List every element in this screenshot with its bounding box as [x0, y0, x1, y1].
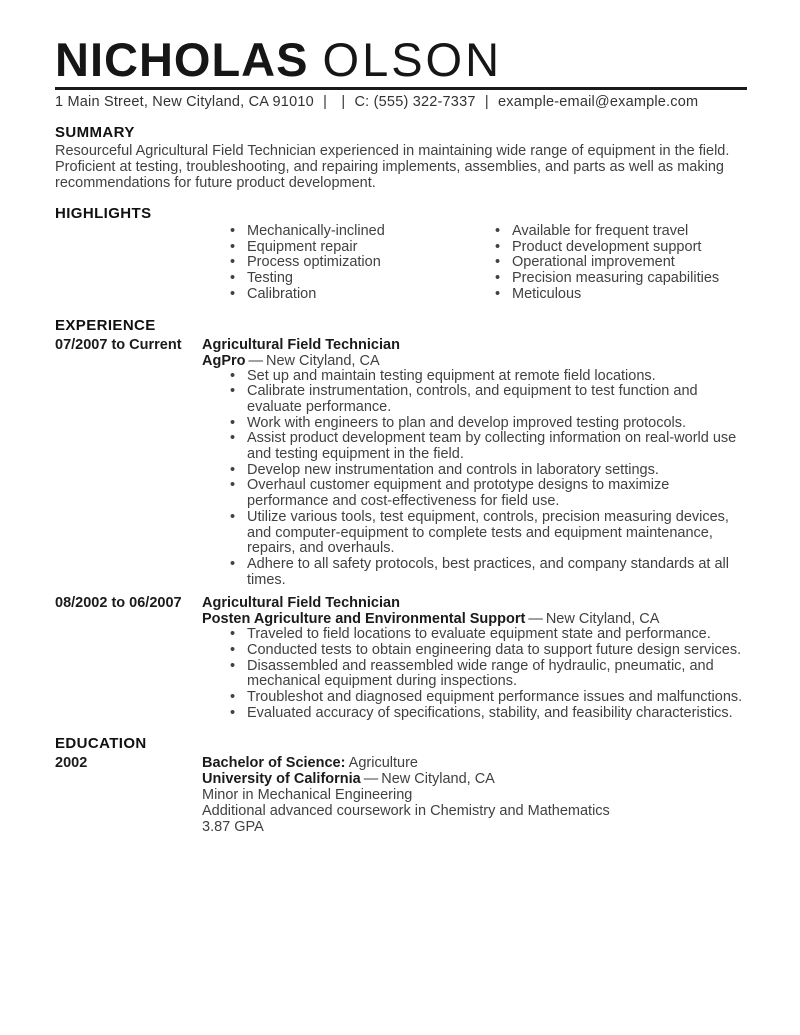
- job-bullet-list: [230, 627, 748, 721]
- first-name: NICHOLAS: [55, 33, 309, 86]
- summary-heading: SUMMARY: [55, 124, 135, 141]
- education-detail: 3.87 GPA: [202, 818, 264, 835]
- candidate-name: [55, 30, 748, 86]
- job-details: [202, 595, 748, 721]
- highlight-item: • Operational improvement: [495, 255, 748, 271]
- education-degree-line: [202, 755, 748, 771]
- job-bullet-list: [230, 369, 748, 589]
- header-divider: [55, 87, 747, 90]
- highlight-item: • Meticulous: [495, 287, 748, 303]
- job-bullet: • Set up and maintain testing equipment at remote field locations.: [230, 369, 748, 385]
- education-detail: Additional advanced coursework in Chemistry and Mathematics: [202, 802, 610, 819]
- highlights-heading: HIGHLIGHTS: [55, 205, 152, 222]
- highlight-item: • Precision measuring capabilities: [495, 271, 748, 287]
- job-bullet: • Traveled to field locations to evaluate equipment state and performance.: [230, 627, 748, 643]
- summary-text: Resourceful Agricultural Field Technician experienced in maintaining wide range of equipment in the field. Proficient at testing, troubleshooting, and repairing implements, assemblies, and parts as well as making recommendations for future product development.: [55, 143, 730, 191]
- job-company: Posten Agriculture and Environmental Support: [202, 611, 526, 628]
- experience-heading: EXPERIENCE: [55, 316, 156, 334]
- contact-line: [55, 94, 748, 110]
- contact-phone: C: (555) 322-7337: [354, 94, 476, 110]
- job-bullet: • Utilize various tools, test equipment, controls, precision measuring devices, and computer-equipment to complete tests and equipment maintenance, repairs, and overhauls.: [230, 510, 748, 557]
- job-bullet: • Assist product development team by collecting information on real-world use and testing equipment in the field.: [230, 431, 748, 462]
- job-bullet: • Develop new instrumentation and controls in laboratory settings.: [230, 463, 748, 479]
- dash-separator: —: [248, 352, 263, 369]
- job-title: Agricultural Field Technician: [202, 595, 400, 612]
- school-name: University of California: [202, 770, 361, 787]
- highlight-item: • Calibration: [230, 287, 467, 303]
- education-extra-lines: [202, 787, 748, 835]
- job-company-line: [202, 353, 748, 369]
- dash-separator: —: [363, 770, 379, 787]
- highlight-item: • Testing: [230, 271, 467, 287]
- job-bullet: • Adhere to all safety protocols, best practices, and company standards at all times.: [230, 557, 748, 588]
- education-year: 2002: [55, 754, 88, 771]
- education-heading: EDUCATION: [55, 734, 147, 752]
- job-title: Agricultural Field Technician: [202, 336, 400, 353]
- job-company-line: [202, 611, 748, 627]
- experience-entry: [55, 337, 748, 589]
- dash-separator: —: [528, 611, 543, 628]
- education-detail: Minor in Mechanical Engineering: [202, 786, 413, 803]
- degree-field: Agriculture: [348, 754, 418, 771]
- job-details: [202, 337, 748, 589]
- last-name: OLSON: [322, 33, 503, 86]
- contact-separator: |: [484, 94, 489, 110]
- highlight-item: • Equipment repair: [230, 240, 467, 256]
- job-bullet: • Overhaul customer equipment and prototype designs to maximize performance and cost-effectiveness for field use.: [230, 478, 748, 509]
- contact-separator: |: [323, 94, 328, 110]
- school-location: New Cityland, CA: [381, 770, 495, 787]
- education-details: [202, 755, 748, 835]
- contact-separator: |: [341, 94, 346, 110]
- contact-email: example-email@example.com: [498, 94, 699, 110]
- degree-label: Bachelor of Science:: [202, 754, 346, 771]
- highlight-item: • Mechanically-inclined: [230, 224, 467, 240]
- job-bullet: • Conducted tests to obtain engineering data to support future design services.: [230, 643, 748, 659]
- job-bullet: • Evaluated accuracy of specifications, stability, and feasibility characteristics.: [230, 706, 748, 722]
- job-company: AgPro: [202, 352, 246, 369]
- highlight-item: • Product development support: [495, 240, 748, 256]
- highlights-column-2: [495, 224, 748, 303]
- education-entry: [55, 755, 748, 835]
- highlight-item: • Available for frequent travel: [495, 224, 748, 240]
- job-dates: 07/2007 to Current: [55, 336, 182, 353]
- job-location: New Cityland, CA: [545, 611, 660, 628]
- contact-address: 1 Main Street, New Cityland, CA 91010: [55, 94, 314, 110]
- job-bullet: • Work with engineers to plan and develop improved testing protocols.: [230, 416, 748, 432]
- education-school-line: [202, 771, 748, 787]
- job-bullet: • Troubleshot and diagnosed equipment performance issues and malfunctions.: [230, 690, 748, 706]
- highlights-columns: [202, 224, 748, 303]
- experience-entry: [55, 595, 748, 721]
- job-bullet: • Calibrate instrumentation, controls, and equipment to test function and evaluate performance.: [230, 384, 748, 415]
- highlights-column-1: [230, 224, 467, 303]
- job-location: New Cityland, CA: [266, 352, 380, 369]
- job-dates: 08/2002 to 06/2007: [55, 595, 182, 612]
- job-bullet: • Disassembled and reassembled wide range of hydraulic, pneumatic, and mechanical equipment during inspections.: [230, 659, 748, 690]
- highlight-item: • Process optimization: [230, 255, 467, 271]
